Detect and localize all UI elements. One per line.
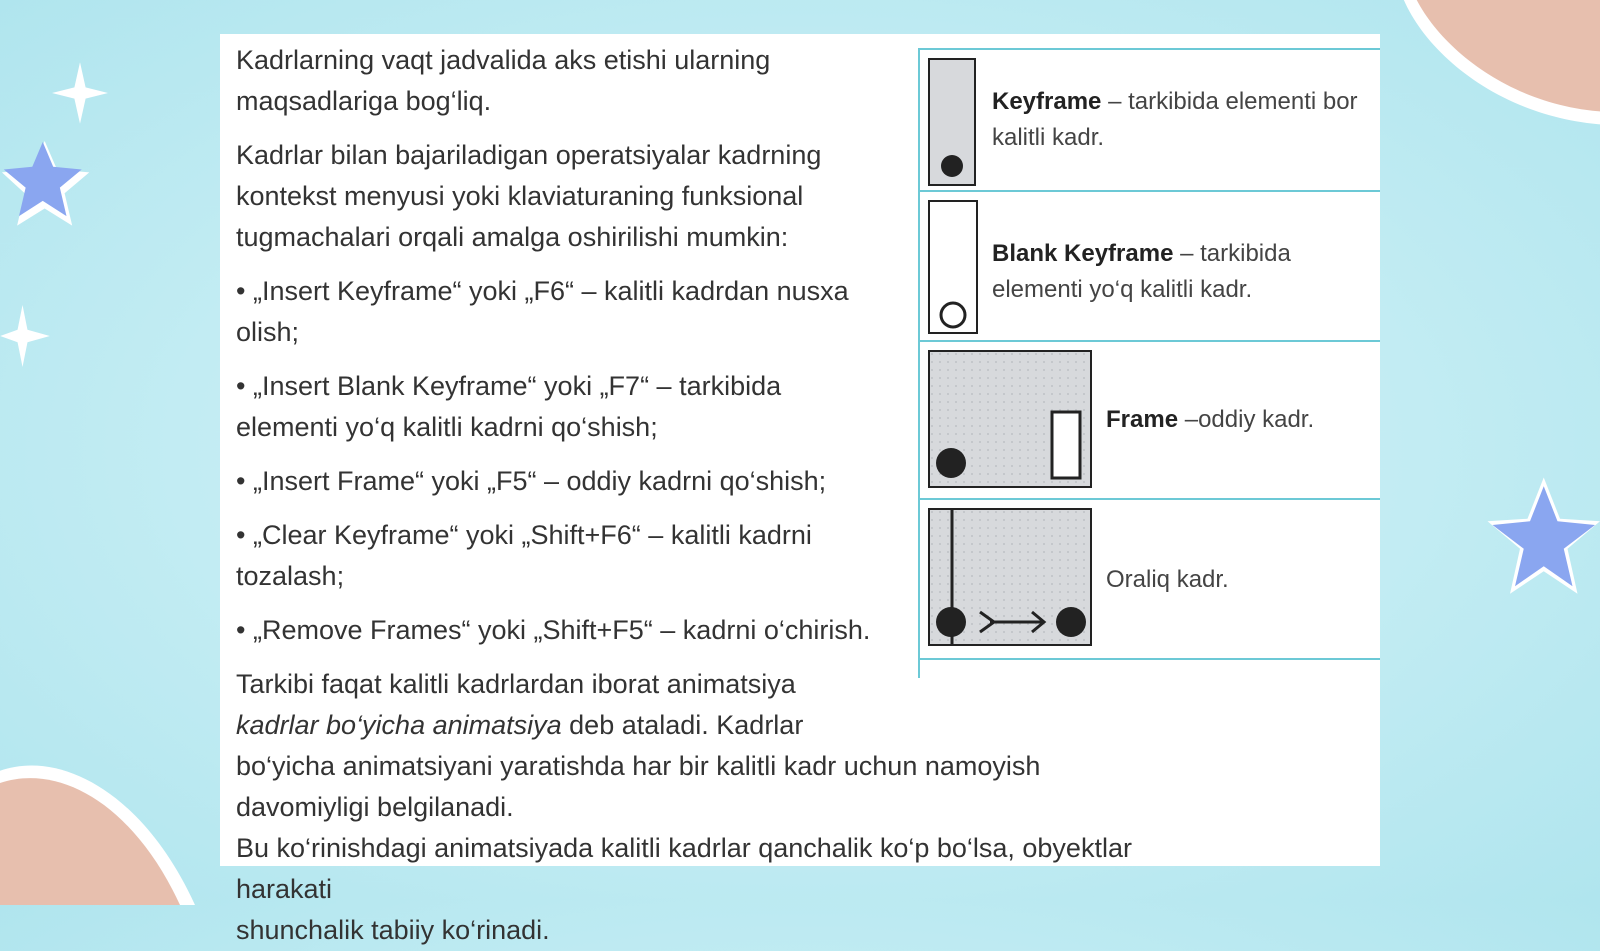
sparkle-icon	[52, 62, 108, 124]
paragraph-1: Kadrlarning vaqt jadvalida aks etishi ularning maqsadlariga bog‘liq.	[236, 40, 886, 122]
paragraph-3-start: Tarkibi faqat kalitli kadrlardan iborat animatsiya	[236, 669, 796, 699]
legend-row-tween-frame	[920, 498, 1380, 660]
legend-caption	[992, 84, 1377, 156]
tween-frame-icon	[928, 508, 1094, 648]
legend-desc: – tarkibida elementi yo‘q kalitli kadr.	[992, 240, 1291, 303]
paragraph-3-emphasis: kadrlar bo‘yicha animatsiya	[236, 710, 562, 740]
bullet-item: • „Remove Frames“ yoki „Shift+F5“ – kadrni o‘chirish.	[236, 610, 896, 651]
legend-desc: Oraliq kadr.	[1106, 566, 1229, 593]
legend-caption	[1106, 562, 1376, 598]
sparkle-icon	[0, 305, 50, 367]
paragraph-3	[236, 664, 1156, 951]
legend-desc: – tarkibida elementi bor kalitli kadr.	[992, 88, 1358, 151]
decor-blob-bottom-left	[0, 745, 210, 905]
legend-desc: –oddiy kadr.	[1178, 406, 1314, 433]
legend-term: Frame	[1106, 406, 1178, 433]
paragraph-3-line-2: bo‘yicha animatsiyani yaratishda har bir kalitli kadr uchun namoyish davomiyligi belgilanadi.	[236, 751, 1040, 822]
blank-keyframe-icon	[928, 200, 980, 336]
bullet-item: • „Clear Keyframe“ yoki „Shift+F6“ – kalitli kadrni tozalash;	[236, 515, 886, 597]
paragraph-3-line-4: shunchalik tabiiy ko‘rinadi.	[236, 915, 550, 945]
paragraph-3-line-3: Bu ko‘rinishdagi animatsiyada kalitli kadrlar qanchalik ko‘p bo‘lsa, obyektlar harakati	[236, 833, 1132, 904]
bullet-item: • „Insert Blank Keyframe“ yoki „F7“ – tarkibida elementi yo‘q kalitli kadrni qo‘shish;	[236, 366, 886, 448]
legend-row-blank-keyframe	[920, 190, 1380, 342]
paragraph-2: Kadrlar bilan bajariladigan operatsiyalar kadrning kontekst menyusi yoki klaviaturaning funksional tugmachalari orqali amalga oshirilishi mumkin:	[236, 135, 886, 258]
frame-icon	[928, 350, 1094, 490]
legend-row-keyframe	[920, 48, 1380, 192]
legend-caption	[1106, 402, 1376, 438]
paragraph-3-mid: deb ataladi. Kadrlar	[562, 710, 804, 740]
keyframe-icon	[928, 58, 978, 188]
legend-caption	[992, 236, 1377, 308]
decor-blob-top-right	[1380, 0, 1600, 150]
star-icon	[0, 125, 95, 235]
frame-types-legend	[918, 48, 1380, 678]
bullet-item: • „Insert Frame“ yoki „F5“ – oddiy kadrni qo‘shish;	[236, 461, 886, 502]
star-icon	[1475, 470, 1600, 610]
legend-row-frame	[920, 340, 1380, 500]
legend-term: Keyframe	[992, 88, 1101, 115]
legend-term: Blank Keyframe	[992, 240, 1173, 267]
bullet-item: • „Insert Keyframe“ yoki „F6“ – kalitli kadrdan nusxa olish;	[236, 271, 886, 353]
content-panel	[220, 34, 1380, 866]
